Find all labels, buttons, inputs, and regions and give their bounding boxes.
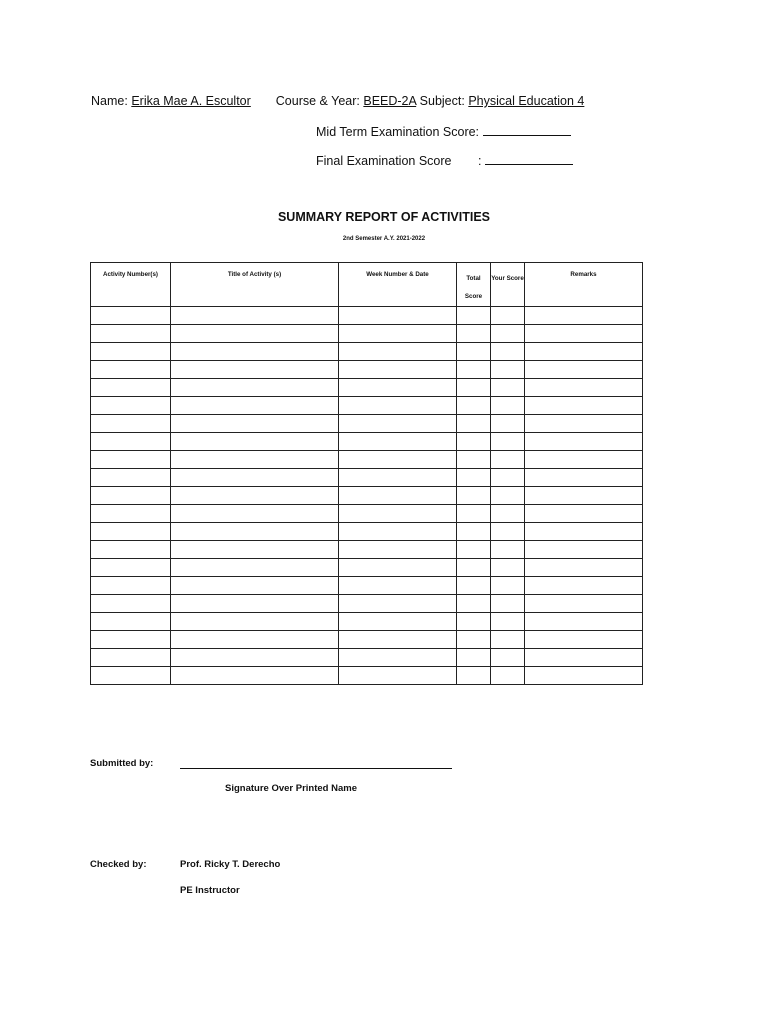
- table-cell: [525, 433, 643, 451]
- table-cell: [457, 541, 491, 559]
- table-cell: [91, 667, 171, 685]
- table-row: [91, 379, 643, 397]
- table-cell: [491, 631, 525, 649]
- table-cell: [91, 433, 171, 451]
- column-header-title: Title of Activity (s): [171, 263, 339, 307]
- table-cell: [491, 613, 525, 631]
- table-cell: [339, 505, 457, 523]
- table-cell: [491, 649, 525, 667]
- table-cell: [525, 487, 643, 505]
- table-cell: [491, 487, 525, 505]
- report-title: SUMMARY REPORT OF ACTIVITIES: [277, 210, 491, 224]
- table-cell: [339, 307, 457, 325]
- signature-line: [180, 768, 452, 769]
- table-cell: [91, 307, 171, 325]
- table-cell: [171, 451, 339, 469]
- table-cell: [457, 523, 491, 541]
- table-cell: [91, 451, 171, 469]
- table-cell: [525, 397, 643, 415]
- midterm-score-blank: [483, 124, 571, 136]
- table-row: [91, 613, 643, 631]
- table-cell: [339, 343, 457, 361]
- table-cell: [491, 397, 525, 415]
- table-cell: [525, 325, 643, 343]
- table-cell: [457, 649, 491, 667]
- table-cell: [491, 559, 525, 577]
- table-row: [91, 397, 643, 415]
- table-cell: [491, 523, 525, 541]
- table-cell: [525, 523, 643, 541]
- table-cell: [339, 613, 457, 631]
- table-cell: [91, 361, 171, 379]
- activities-table: [90, 262, 643, 685]
- table-cell: [491, 433, 525, 451]
- column-header-your-score: Your Score: [491, 263, 525, 307]
- table-cell: [91, 559, 171, 577]
- table-cell: [171, 433, 339, 451]
- table-cell: [171, 487, 339, 505]
- table-cell: [339, 361, 457, 379]
- table-body: [91, 307, 643, 685]
- table-cell: [91, 505, 171, 523]
- table-cell: [91, 523, 171, 541]
- midterm-score-line: [316, 124, 571, 139]
- table-cell: [171, 361, 339, 379]
- column-header-total-score: Total Score: [457, 263, 491, 307]
- column-header-remarks: Remarks: [525, 263, 643, 307]
- subject-label: Subject:: [419, 94, 465, 108]
- table-cell: [339, 433, 457, 451]
- table-cell: [339, 415, 457, 433]
- table-cell: [339, 577, 457, 595]
- table-cell: [171, 397, 339, 415]
- table-cell: [525, 469, 643, 487]
- table-cell: [457, 667, 491, 685]
- table-cell: [171, 307, 339, 325]
- table-cell: [457, 487, 491, 505]
- table-cell: [91, 343, 171, 361]
- table-cell: [525, 505, 643, 523]
- table-cell: [457, 505, 491, 523]
- table-cell: [457, 433, 491, 451]
- table-cell: [91, 541, 171, 559]
- table-cell: [171, 649, 339, 667]
- table-cell: [457, 379, 491, 397]
- final-score-blank: [485, 153, 573, 165]
- table-row: [91, 361, 643, 379]
- table-cell: [339, 325, 457, 343]
- table-cell: [525, 577, 643, 595]
- table-cell: [525, 379, 643, 397]
- table-cell: [171, 325, 339, 343]
- table-row: [91, 595, 643, 613]
- table-row: [91, 487, 643, 505]
- table-cell: [171, 469, 339, 487]
- table-row: [91, 559, 643, 577]
- midterm-score-label: Mid Term Examination Score:: [316, 125, 480, 139]
- table-cell: [525, 307, 643, 325]
- table-cell: [171, 415, 339, 433]
- table-header-row: [91, 263, 643, 307]
- table-row: [91, 451, 643, 469]
- table-cell: [171, 523, 339, 541]
- table-cell: [457, 343, 491, 361]
- table-cell: [91, 415, 171, 433]
- instructor-name: Prof. Ricky T. Derecho: [180, 859, 281, 870]
- table-cell: [491, 325, 525, 343]
- table-cell: [525, 451, 643, 469]
- final-score-label: Final Examination Score: [316, 154, 452, 168]
- table-row: [91, 649, 643, 667]
- table-cell: [457, 469, 491, 487]
- table-cell: [525, 343, 643, 361]
- table-row: [91, 523, 643, 541]
- table-cell: [457, 613, 491, 631]
- table-cell: [457, 451, 491, 469]
- table-cell: [91, 631, 171, 649]
- table-cell: [491, 595, 525, 613]
- table-cell: [491, 469, 525, 487]
- table-cell: [491, 451, 525, 469]
- table-cell: [491, 415, 525, 433]
- column-header-activity-number: Activity Number(s): [91, 263, 171, 307]
- table-row: [91, 631, 643, 649]
- table-cell: [457, 559, 491, 577]
- student-info-line: [91, 94, 584, 108]
- table-cell: [525, 415, 643, 433]
- table-cell: [525, 559, 643, 577]
- table-cell: [339, 379, 457, 397]
- course-year-label: Course & Year:: [275, 94, 360, 108]
- table-cell: [457, 595, 491, 613]
- table-cell: [525, 649, 643, 667]
- table-row: [91, 415, 643, 433]
- final-score-colon: :: [478, 154, 482, 168]
- table-row: [91, 433, 643, 451]
- course-year-value: BEED-2A: [363, 94, 417, 108]
- table-cell: [457, 361, 491, 379]
- student-name: Erika Mae A. Escultor: [131, 94, 251, 108]
- table-cell: [339, 541, 457, 559]
- table-cell: [491, 361, 525, 379]
- table-cell: [171, 613, 339, 631]
- table-cell: [339, 487, 457, 505]
- signature-caption: Signature Over Printed Name: [225, 783, 357, 794]
- table-row: [91, 307, 643, 325]
- table-cell: [339, 559, 457, 577]
- table-row: [91, 541, 643, 559]
- table-cell: [91, 469, 171, 487]
- table-cell: [491, 379, 525, 397]
- table-cell: [457, 631, 491, 649]
- table-row: [91, 469, 643, 487]
- table-cell: [171, 541, 339, 559]
- table-cell: [457, 397, 491, 415]
- table-cell: [339, 649, 457, 667]
- table-cell: [171, 559, 339, 577]
- table-cell: [91, 487, 171, 505]
- table-cell: [457, 577, 491, 595]
- table-cell: [339, 631, 457, 649]
- column-header-week-date: Week Number & Date: [339, 263, 457, 307]
- table-cell: [91, 613, 171, 631]
- final-score-line: [316, 153, 573, 168]
- table-cell: [491, 343, 525, 361]
- table-row: [91, 577, 643, 595]
- submitted-by-label: Submitted by:: [90, 758, 154, 769]
- table-cell: [525, 541, 643, 559]
- name-label: Name:: [91, 94, 128, 108]
- table-cell: [491, 505, 525, 523]
- table-cell: [457, 307, 491, 325]
- table-cell: [339, 469, 457, 487]
- table-cell: [91, 325, 171, 343]
- instructor-role: PE Instructor: [180, 885, 240, 896]
- table-cell: [171, 577, 339, 595]
- table-cell: [91, 649, 171, 667]
- table-row: [91, 343, 643, 361]
- table-cell: [525, 361, 643, 379]
- table-cell: [91, 379, 171, 397]
- table-row: [91, 505, 643, 523]
- table-cell: [171, 631, 339, 649]
- checked-by-label: Checked by:: [90, 859, 147, 870]
- table-cell: [171, 379, 339, 397]
- table-cell: [525, 631, 643, 649]
- table-cell: [339, 523, 457, 541]
- table-cell: [171, 667, 339, 685]
- subject-value: Physical Education 4: [468, 94, 585, 108]
- table-cell: [339, 451, 457, 469]
- table-cell: [457, 325, 491, 343]
- report-subtitle: 2nd Semester A.Y. 2021-2022: [342, 236, 426, 242]
- table-cell: [171, 595, 339, 613]
- table-cell: [491, 541, 525, 559]
- table-row: [91, 667, 643, 685]
- table-cell: [491, 577, 525, 595]
- table-cell: [525, 613, 643, 631]
- table-cell: [339, 397, 457, 415]
- table-cell: [91, 397, 171, 415]
- table-cell: [491, 307, 525, 325]
- table-cell: [457, 415, 491, 433]
- table-cell: [491, 667, 525, 685]
- table-row: [91, 325, 643, 343]
- table-cell: [525, 667, 643, 685]
- table-cell: [339, 667, 457, 685]
- table-cell: [171, 343, 339, 361]
- table-cell: [171, 505, 339, 523]
- table-cell: [91, 595, 171, 613]
- table-cell: [91, 577, 171, 595]
- table-cell: [525, 595, 643, 613]
- table-cell: [339, 595, 457, 613]
